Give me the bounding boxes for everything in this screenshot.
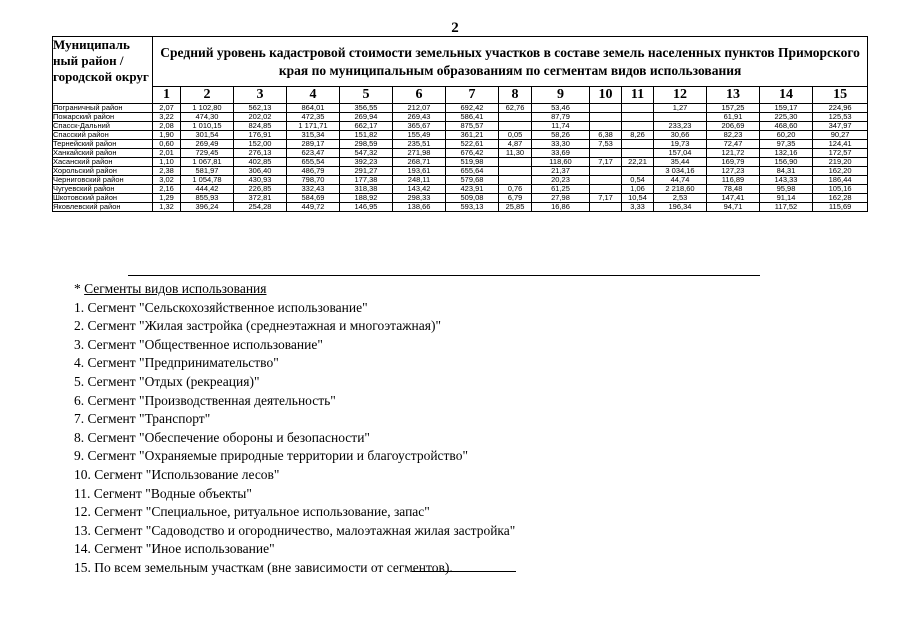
value-cell: 584,69 <box>287 194 340 203</box>
region-name: Шкотовский район <box>53 194 153 203</box>
table-row <box>53 203 868 212</box>
value-cell: 301,54 <box>181 131 234 140</box>
value-cell: 676,42 <box>446 149 499 158</box>
table-row <box>53 158 868 167</box>
value-cell: 157,04 <box>654 149 707 158</box>
value-cell: 509,08 <box>446 194 499 203</box>
value-cell: 8,26 <box>622 131 654 140</box>
legend-item: 1. Сегмент "Сельскохозяйственное использование" <box>74 299 368 315</box>
value-cell: 97,35 <box>760 140 813 149</box>
value-cell: 177,38 <box>340 176 393 185</box>
value-cell: 162,28 <box>813 194 868 203</box>
legend-item: 4. Сегмент "Предпринимательство" <box>74 355 279 371</box>
legend-item: 2. Сегмент "Жилая застройка (среднеэтажная и многоэтажная)" <box>74 318 441 334</box>
region-name: Спасск-Дальний <box>53 122 153 131</box>
value-cell: 90,27 <box>813 131 868 140</box>
column-number: 15 <box>813 87 868 104</box>
value-cell: 105,16 <box>813 185 868 194</box>
value-cell: 474,30 <box>181 113 234 122</box>
value-cell: 593,13 <box>446 203 499 212</box>
value-cell: 1,90 <box>153 131 181 140</box>
value-cell: 361,21 <box>446 131 499 140</box>
table-title-row <box>53 37 868 87</box>
value-cell: 2,16 <box>153 185 181 194</box>
value-cell: 655,54 <box>287 158 340 167</box>
region-name: Тернейский район <box>53 140 153 149</box>
value-cell <box>590 104 622 113</box>
legend-item: 11. Сегмент "Водные объекты" <box>74 485 252 501</box>
value-cell: 78,48 <box>707 185 760 194</box>
table-row <box>53 140 868 149</box>
value-cell: 423,91 <box>446 185 499 194</box>
value-cell <box>622 149 654 158</box>
value-cell: 2,01 <box>153 149 181 158</box>
value-cell: 82,23 <box>707 131 760 140</box>
value-cell: 132,16 <box>760 149 813 158</box>
value-cell: 7,53 <box>590 140 622 149</box>
value-cell: 276,13 <box>234 149 287 158</box>
value-cell <box>590 176 622 185</box>
value-cell: 44,74 <box>654 176 707 185</box>
value-cell: 3,33 <box>622 203 654 212</box>
value-cell: 121,72 <box>707 149 760 158</box>
value-cell: 19,73 <box>654 140 707 149</box>
value-cell: 11,74 <box>532 122 590 131</box>
table-title: Средний уровень кадастровой стоимости земельных участков в составе земель населенных пунктов Приморского края по муниципальным образованиям по сегментам видов использования <box>153 37 868 87</box>
value-cell: 58,26 <box>532 131 590 140</box>
value-cell: 519,98 <box>446 158 499 167</box>
value-cell: 1,29 <box>153 194 181 203</box>
value-cell: 1,32 <box>153 203 181 212</box>
region-name: Черниговский район <box>53 176 153 185</box>
value-cell: 1 102,80 <box>181 104 234 113</box>
table-row <box>53 167 868 176</box>
value-cell: 6,38 <box>590 131 622 140</box>
value-cell <box>590 113 622 122</box>
value-cell: 586,41 <box>446 113 499 122</box>
value-cell: 115,69 <box>813 203 868 212</box>
value-cell: 392,23 <box>340 158 393 167</box>
value-cell: 291,27 <box>340 167 393 176</box>
corner-header: Муниципаль ный район / городской округ <box>53 37 153 104</box>
value-cell <box>622 167 654 176</box>
value-cell: 0,05 <box>499 131 532 140</box>
value-cell: 193,61 <box>393 167 446 176</box>
value-cell: 3,02 <box>153 176 181 185</box>
value-cell: 402,85 <box>234 158 287 167</box>
table-row <box>53 131 868 140</box>
value-cell: 84,31 <box>760 167 813 176</box>
value-cell: 655,64 <box>446 167 499 176</box>
region-name: Хорольский район <box>53 167 153 176</box>
value-cell: 16,86 <box>532 203 590 212</box>
value-cell: 60,20 <box>760 131 813 140</box>
value-cell: 226,85 <box>234 185 287 194</box>
value-cell: 219,20 <box>813 158 868 167</box>
value-cell: 233,23 <box>654 122 707 131</box>
value-cell: 855,93 <box>181 194 234 203</box>
value-cell: 20,23 <box>532 176 590 185</box>
value-cell: 27,98 <box>532 194 590 203</box>
value-cell: 6,79 <box>499 194 532 203</box>
column-number: 7 <box>446 87 499 104</box>
value-cell: 824,85 <box>234 122 287 131</box>
legend-item: 12. Сегмент "Специальное, ритуальное использование, запас" <box>74 504 430 520</box>
value-cell: 35,44 <box>654 158 707 167</box>
value-cell: 95,98 <box>760 185 813 194</box>
table-row <box>53 113 868 122</box>
value-cell <box>622 113 654 122</box>
value-cell: 7,17 <box>590 194 622 203</box>
value-cell: 147,41 <box>707 194 760 203</box>
value-cell: 235,51 <box>393 140 446 149</box>
value-cell: 176,91 <box>234 131 287 140</box>
value-cell: 798,70 <box>287 176 340 185</box>
value-cell: 94,71 <box>707 203 760 212</box>
value-cell: 212,07 <box>393 104 446 113</box>
value-cell: 152,00 <box>234 140 287 149</box>
legend-heading: * Сегменты видов использования <box>74 281 267 296</box>
value-cell: 0,60 <box>153 140 181 149</box>
value-cell <box>590 149 622 158</box>
legend-title: Сегменты видов использования <box>84 281 267 296</box>
value-cell: 269,49 <box>181 140 234 149</box>
value-cell: 662,17 <box>340 122 393 131</box>
value-cell: 522,61 <box>446 140 499 149</box>
legend-item: 7. Сегмент "Транспорт" <box>74 411 211 427</box>
value-cell: 202,02 <box>234 113 287 122</box>
value-cell: 4,87 <box>499 140 532 149</box>
page-number: 2 <box>451 20 459 36</box>
value-cell: 172,57 <box>813 149 868 158</box>
value-cell: 116,89 <box>707 176 760 185</box>
column-number-row <box>53 87 868 104</box>
column-number: 11 <box>622 87 654 104</box>
value-cell: 486,79 <box>287 167 340 176</box>
column-number: 1 <box>153 87 181 104</box>
value-cell: 562,13 <box>234 104 287 113</box>
value-cell: 396,24 <box>181 203 234 212</box>
value-cell: 1 054,78 <box>181 176 234 185</box>
column-number: 13 <box>707 87 760 104</box>
value-cell: 72,47 <box>707 140 760 149</box>
value-cell: 188,92 <box>340 194 393 203</box>
value-cell: 146,95 <box>340 203 393 212</box>
value-cell: 169,79 <box>707 158 760 167</box>
table-row <box>53 149 868 158</box>
legend-item: 13. Сегмент "Садоводство и огородничество, малоэтажная жилая застройка" <box>74 522 516 538</box>
value-cell: 33,30 <box>532 140 590 149</box>
segment-legend <box>74 280 515 578</box>
value-cell: 298,59 <box>340 140 393 149</box>
column-number: 12 <box>654 87 707 104</box>
value-cell: 298,33 <box>393 194 446 203</box>
value-cell: 7,17 <box>590 158 622 167</box>
value-cell: 127,23 <box>707 167 760 176</box>
value-cell: 21,37 <box>532 167 590 176</box>
column-number: 6 <box>393 87 446 104</box>
value-cell: 162,20 <box>813 167 868 176</box>
value-cell <box>590 185 622 194</box>
value-cell: 2,53 <box>654 194 707 203</box>
legend-item: 15. По всем земельным участкам (вне зависимости от сегментов). <box>74 559 453 575</box>
value-cell: 224,96 <box>813 104 868 113</box>
value-cell: 875,57 <box>446 122 499 131</box>
value-cell: 289,17 <box>287 140 340 149</box>
value-cell: 269,43 <box>393 113 446 122</box>
legend-item: 5. Сегмент "Отдых (рекреация)" <box>74 373 260 389</box>
value-cell: 248,11 <box>393 176 446 185</box>
legend-items <box>74 299 515 578</box>
value-cell: 365,67 <box>393 122 446 131</box>
value-cell: 692,42 <box>446 104 499 113</box>
value-cell: 22,21 <box>622 158 654 167</box>
column-number: 14 <box>760 87 813 104</box>
region-name: Яковлевский район <box>53 203 153 212</box>
value-cell: 0,54 <box>622 176 654 185</box>
value-cell: 449,72 <box>287 203 340 212</box>
value-cell: 315,34 <box>287 131 340 140</box>
value-cell: 124,41 <box>813 140 868 149</box>
value-cell: 61,91 <box>707 113 760 122</box>
value-cell: 2 218,60 <box>654 185 707 194</box>
value-cell: 143,33 <box>760 176 813 185</box>
footnote-separator <box>128 275 760 276</box>
value-cell: 1 010,15 <box>181 122 234 131</box>
value-cell: 53,46 <box>532 104 590 113</box>
table-row <box>53 194 868 203</box>
value-cell: 186,44 <box>813 176 868 185</box>
value-cell: 268,71 <box>393 158 446 167</box>
column-number: 4 <box>287 87 340 104</box>
value-cell <box>622 104 654 113</box>
value-cell: 2,07 <box>153 104 181 113</box>
value-cell <box>499 158 532 167</box>
table-row <box>53 185 868 194</box>
value-cell: 332,43 <box>287 185 340 194</box>
value-cell: 225,30 <box>760 113 813 122</box>
value-cell: 318,38 <box>340 185 393 194</box>
value-cell: 1 067,81 <box>181 158 234 167</box>
value-cell: 125,53 <box>813 113 868 122</box>
value-cell: 155,49 <box>393 131 446 140</box>
value-cell: 87,79 <box>532 113 590 122</box>
value-cell: 143,42 <box>393 185 446 194</box>
region-name: Чугуевский район <box>53 185 153 194</box>
column-number: 3 <box>234 87 287 104</box>
value-cell: 62,76 <box>499 104 532 113</box>
value-cell: 91,14 <box>760 194 813 203</box>
legend-item: 14. Сегмент "Иное использование" <box>74 541 275 557</box>
value-cell: 729,45 <box>181 149 234 158</box>
value-cell: 25,85 <box>499 203 532 212</box>
value-cell: 117,52 <box>760 203 813 212</box>
region-name: Хасанский район <box>53 158 153 167</box>
value-cell: 623,47 <box>287 149 340 158</box>
value-cell: 271,98 <box>393 149 446 158</box>
value-cell: 1,27 <box>654 104 707 113</box>
value-cell: 2,08 <box>153 122 181 131</box>
table-body <box>53 104 868 212</box>
value-cell: 10,54 <box>622 194 654 203</box>
value-cell: 347,97 <box>813 122 868 131</box>
value-cell <box>622 122 654 131</box>
value-cell: 581,97 <box>181 167 234 176</box>
table-row <box>53 122 868 131</box>
value-cell <box>499 122 532 131</box>
legend-item: 9. Сегмент "Охраняемые природные территории и благоустройство" <box>74 448 468 464</box>
value-cell: 156,90 <box>760 158 813 167</box>
value-cell <box>590 167 622 176</box>
value-cell <box>590 203 622 212</box>
column-number: 10 <box>590 87 622 104</box>
column-number: 5 <box>340 87 393 104</box>
region-name: Ханкайский район <box>53 149 153 158</box>
value-cell <box>654 113 707 122</box>
value-cell: 356,55 <box>340 104 393 113</box>
value-cell <box>590 122 622 131</box>
value-cell: 306,40 <box>234 167 287 176</box>
column-number: 8 <box>499 87 532 104</box>
value-cell: 1,10 <box>153 158 181 167</box>
value-cell: 30,66 <box>654 131 707 140</box>
value-cell: 864,01 <box>287 104 340 113</box>
value-cell: 254,28 <box>234 203 287 212</box>
value-cell: 472,35 <box>287 113 340 122</box>
value-cell: 196,34 <box>654 203 707 212</box>
column-number: 2 <box>181 87 234 104</box>
value-cell: 11,30 <box>499 149 532 158</box>
value-cell: 138,66 <box>393 203 446 212</box>
table-row <box>53 176 868 185</box>
value-cell <box>499 176 532 185</box>
legend-item: 3. Сегмент "Общественное использование" <box>74 336 323 352</box>
value-cell: 430,93 <box>234 176 287 185</box>
value-cell: 1,06 <box>622 185 654 194</box>
value-cell: 3,22 <box>153 113 181 122</box>
cadastral-value-table <box>52 36 868 212</box>
value-cell: 1 171,71 <box>287 122 340 131</box>
value-cell: 372,81 <box>234 194 287 203</box>
value-cell: 0,76 <box>499 185 532 194</box>
value-cell: 547,32 <box>340 149 393 158</box>
column-number: 9 <box>532 87 590 104</box>
value-cell <box>622 140 654 149</box>
legend-item: 6. Сегмент "Производственная деятельность" <box>74 392 336 408</box>
value-cell: 468,60 <box>760 122 813 131</box>
value-cell: 579,68 <box>446 176 499 185</box>
value-cell: 269,94 <box>340 113 393 122</box>
value-cell: 3 034,16 <box>654 167 707 176</box>
value-cell: 61,25 <box>532 185 590 194</box>
legend-item: 8. Сегмент "Обеспечение обороны и безопасности" <box>74 429 370 445</box>
legend-item: 10. Сегмент "Использование лесов" <box>74 466 280 482</box>
region-name: Пограничный район <box>53 104 153 113</box>
value-cell: 151,82 <box>340 131 393 140</box>
value-cell <box>499 167 532 176</box>
value-cell: 33,69 <box>532 149 590 158</box>
end-separator <box>412 571 516 572</box>
table-row <box>53 104 868 113</box>
value-cell <box>499 113 532 122</box>
value-cell: 444,42 <box>181 185 234 194</box>
value-cell: 206,69 <box>707 122 760 131</box>
value-cell: 159,17 <box>760 104 813 113</box>
region-name: Пожарский район <box>53 113 153 122</box>
value-cell: 157,25 <box>707 104 760 113</box>
value-cell: 118,60 <box>532 158 590 167</box>
value-cell: 2,38 <box>153 167 181 176</box>
region-name: Спасский район <box>53 131 153 140</box>
